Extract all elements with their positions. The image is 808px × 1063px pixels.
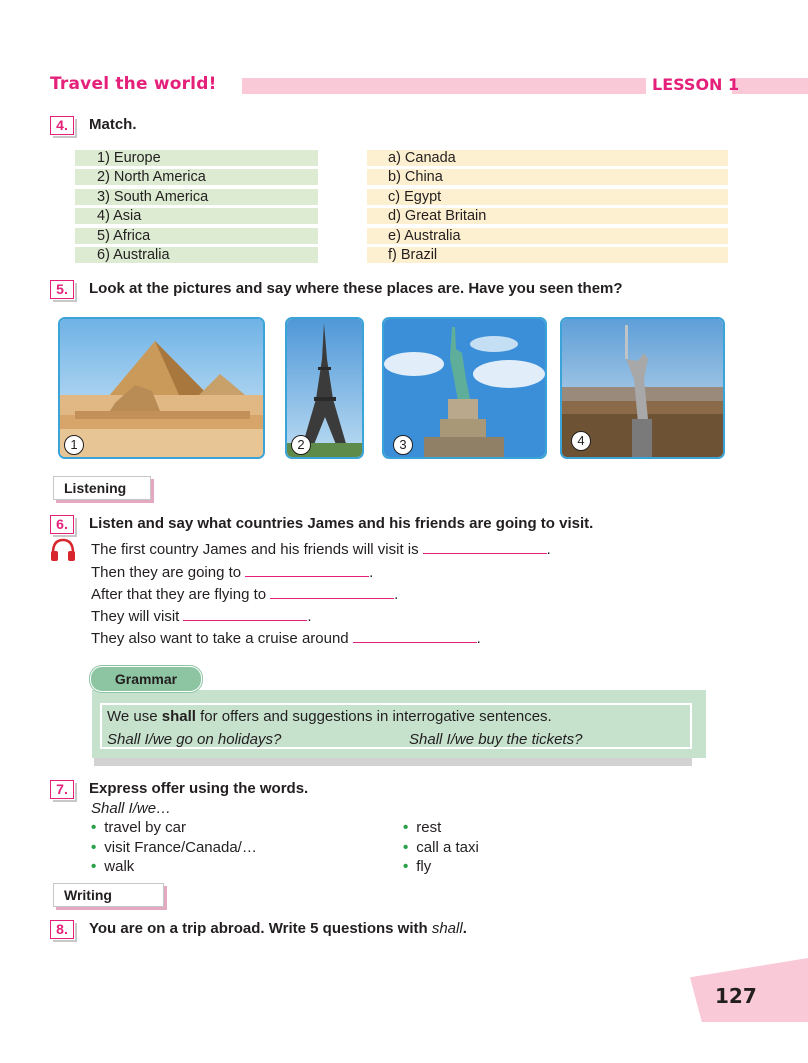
match-left-item: 1) Europe bbox=[75, 150, 318, 166]
match-left-item: 4) Asia bbox=[75, 208, 318, 224]
listening-sentence bbox=[91, 608, 312, 625]
word-list-item bbox=[403, 839, 479, 856]
exercise-7-prompt: Shall I/we… bbox=[91, 800, 172, 817]
bullet-icon: • bbox=[91, 858, 97, 875]
grammar-rule bbox=[107, 708, 552, 725]
exercise-7-number: 7. bbox=[50, 780, 74, 799]
grammar-label: Grammar bbox=[90, 666, 202, 692]
word-list-item bbox=[403, 858, 431, 875]
sentence-text: They also want to take a cruise around bbox=[91, 630, 349, 647]
grammar-rule-keyword: shall bbox=[161, 708, 196, 725]
word-list-item bbox=[91, 839, 257, 856]
grammar-rule-pre: We use bbox=[107, 708, 158, 725]
photo-badge-1: 1 bbox=[64, 435, 84, 455]
headphones-icon bbox=[50, 538, 76, 567]
answer-blank[interactable] bbox=[423, 552, 547, 554]
match-right-item: e) Australia bbox=[367, 228, 728, 244]
bullet-icon: • bbox=[91, 839, 97, 856]
pyramids-illustration bbox=[60, 319, 263, 457]
photo-pyramids bbox=[58, 317, 265, 459]
word-list-item bbox=[403, 819, 441, 836]
bullet-icon: • bbox=[91, 819, 97, 836]
exercise-7-instruction: Express offer using the words. bbox=[89, 780, 309, 797]
exercise-5-instruction: Look at the pictures and say where these places are. Have you seen them? bbox=[89, 280, 623, 297]
photo-badge-3: 3 bbox=[393, 435, 413, 455]
photo-eiffel-tower bbox=[285, 317, 364, 459]
word-text: travel by car bbox=[104, 819, 186, 836]
exercise-8-end: . bbox=[462, 920, 467, 937]
sentence-end: . bbox=[369, 564, 374, 581]
sentence-text: They will visit bbox=[91, 608, 180, 625]
sentence-text: The first country James and his friends will visit is bbox=[91, 541, 419, 558]
page-title: Travel the world! bbox=[50, 74, 217, 94]
match-right-item: b) China bbox=[367, 169, 728, 185]
photo-motherland-monument bbox=[560, 317, 725, 459]
exercise-8-number: 8. bbox=[50, 920, 74, 939]
exercise-8-keyword: shall bbox=[431, 920, 463, 937]
bullet-icon: • bbox=[403, 839, 409, 856]
answer-blank[interactable] bbox=[353, 641, 477, 643]
exercise-5-number: 5. bbox=[50, 280, 74, 299]
sentence-end: . bbox=[476, 630, 481, 647]
word-text: rest bbox=[416, 819, 442, 836]
answer-blank[interactable] bbox=[183, 619, 307, 621]
exercise-6-instruction: Listen and say what countries James and his friends are going to visit. bbox=[89, 515, 594, 532]
answer-blank[interactable] bbox=[245, 575, 369, 577]
grammar-example-2: Shall I/we buy the tickets? bbox=[409, 731, 583, 748]
writing-section-tab: Writing bbox=[53, 883, 164, 907]
match-left-item: 3) South America bbox=[75, 189, 318, 205]
lesson-label: LESSON 1 bbox=[652, 75, 740, 94]
exercise-4-instruction: Match. bbox=[89, 116, 137, 133]
sentence-end: . bbox=[394, 586, 399, 603]
grammar-rule-post: for offers and suggestions in interrogative sentences. bbox=[200, 708, 552, 725]
exercise-8-text: You are on a trip abroad. Write 5 questions with bbox=[89, 920, 428, 937]
photo-badge-2: 2 bbox=[291, 435, 311, 455]
match-right-item: f) Brazil bbox=[367, 247, 728, 263]
page-number: 127 bbox=[715, 984, 757, 1008]
sentence-end: . bbox=[307, 608, 312, 625]
bullet-icon: • bbox=[403, 819, 409, 836]
answer-blank[interactable] bbox=[270, 597, 394, 599]
match-right-item: d) Great Britain bbox=[367, 208, 728, 224]
exercise-8-instruction bbox=[89, 920, 467, 937]
listening-sentence bbox=[91, 564, 373, 581]
photo-statue-of-liberty bbox=[382, 317, 547, 459]
match-left-item: 2) North America bbox=[75, 169, 318, 185]
listening-sentence bbox=[91, 586, 398, 603]
word-list-item bbox=[91, 858, 134, 875]
match-left-item: 6) Australia bbox=[75, 247, 318, 263]
sentence-end: . bbox=[546, 541, 551, 558]
word-text: walk bbox=[104, 858, 135, 875]
listening-section-tab: Listening bbox=[53, 476, 151, 500]
word-text: call a taxi bbox=[416, 839, 479, 856]
match-left-item: 5) Africa bbox=[75, 228, 318, 244]
grammar-example-1: Shall I/we go on holidays? bbox=[107, 731, 282, 748]
listening-sentence bbox=[91, 630, 481, 647]
word-text: fly bbox=[416, 858, 432, 875]
sentence-text: After that they are flying to bbox=[91, 586, 267, 603]
match-right-item: a) Canada bbox=[367, 150, 728, 166]
photo-badge-4: 4 bbox=[571, 431, 591, 451]
exercise-6-number: 6. bbox=[50, 515, 74, 534]
listening-sentence bbox=[91, 541, 551, 558]
word-list-item bbox=[91, 819, 186, 836]
exercise-4-number: 4. bbox=[50, 116, 74, 135]
match-right-item: c) Egypt bbox=[367, 189, 728, 205]
sentence-text: Then they are going to bbox=[91, 564, 242, 581]
bullet-icon: • bbox=[403, 858, 409, 875]
word-text: visit France/Canada/… bbox=[104, 839, 257, 856]
